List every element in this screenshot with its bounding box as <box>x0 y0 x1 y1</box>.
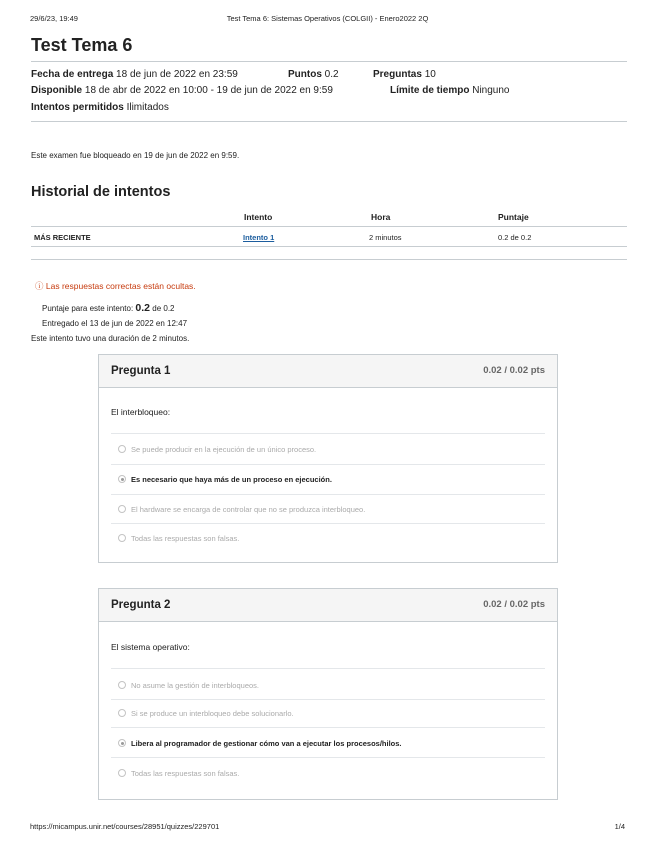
attempt-link[interactable]: Intento 1 <box>243 233 275 242</box>
question-header <box>99 355 557 388</box>
answer-option[interactable] <box>131 445 316 454</box>
attempts-value: Ilimitados <box>126 102 169 113</box>
answer-text: Libera al programador de gestionar cómo van a ejecutar los procesos/hilos. <box>131 739 402 748</box>
available-value: 18 de abr de 2022 en 10:00 - 19 de jun de 2022 en 9:59 <box>84 85 333 96</box>
divider <box>31 259 627 260</box>
divider <box>111 668 545 669</box>
divider <box>31 246 627 247</box>
meta-row-2 <box>31 85 591 97</box>
radio-icon[interactable] <box>118 739 126 747</box>
history-header-attempt: Intento <box>244 212 273 222</box>
score-value: 0.2 <box>135 302 151 314</box>
attempt-duration: Este intento tuvo una duración de 2 minutos. <box>31 334 190 343</box>
due-value: 18 de jun de 2022 en 23:59 <box>116 69 238 80</box>
questions-value: 10 <box>424 69 436 80</box>
radio-icon[interactable] <box>118 769 126 777</box>
question-card <box>98 588 558 800</box>
attempts-label: Intentos permitidos <box>31 102 124 113</box>
answer-option[interactable] <box>131 505 365 514</box>
answer-option[interactable] <box>131 475 332 484</box>
available-label: Disponible <box>31 85 83 96</box>
history-row-score: 0.2 de 0.2 <box>498 233 532 242</box>
available <box>31 85 333 96</box>
question-title: Pregunta 2 <box>111 599 171 611</box>
question-points: 0.02 / 0.02 pts <box>483 599 545 610</box>
questions-count <box>373 69 436 80</box>
history-header-score: Puntaje <box>498 212 529 222</box>
question-card <box>98 354 558 563</box>
answer-option[interactable] <box>131 709 294 718</box>
history-row-attempt[interactable] <box>243 233 274 242</box>
due-date <box>31 69 238 80</box>
time-limit-value: Ninguno <box>472 85 510 96</box>
due-label: Fecha de entrega <box>31 69 114 80</box>
answer-option[interactable] <box>131 681 259 690</box>
answer-text: No asume la gestión de interbloqueos. <box>131 681 259 690</box>
history-row-label: MÁS RECIENTE <box>34 233 91 242</box>
score-suffix: de 0.2 <box>152 304 175 313</box>
divider <box>111 727 545 728</box>
question-header <box>99 589 557 622</box>
page-title: Test Tema 6 <box>31 35 133 55</box>
answer-option[interactable] <box>131 739 402 748</box>
divider <box>111 494 545 495</box>
question-text: El sistema operativo: <box>111 642 190 652</box>
page-number: 1/4 <box>614 822 625 831</box>
time-limit-label: Límite de tiempo <box>390 85 470 96</box>
divider <box>111 433 545 434</box>
print-date: 29/6/23, 19:49 <box>30 14 78 23</box>
question-title: Pregunta 1 <box>111 365 171 377</box>
print-url: https://micampus.unir.net/courses/28951/quizzes/229701 <box>30 822 220 831</box>
divider <box>111 757 545 758</box>
attempts-allowed <box>31 102 169 113</box>
radio-icon[interactable] <box>118 681 126 689</box>
radio-icon[interactable] <box>118 445 126 453</box>
questions-label: Preguntas <box>373 69 422 80</box>
answer-option[interactable] <box>131 769 239 778</box>
print-doc-title: Test Tema 6: Sistemas Operativos (COLGII) - Enero2022 2Q <box>226 14 429 23</box>
lock-note: Este examen fue bloqueado en 19 de jun de 2022 en 9:59. <box>31 151 240 160</box>
print-header <box>30 14 625 26</box>
answer-text: Todas las respuestas son falsas. <box>131 534 240 543</box>
points-value: 0.2 <box>324 69 339 80</box>
history-row-time: 2 minutos <box>369 233 402 242</box>
radio-icon[interactable] <box>118 534 126 542</box>
score-prefix: Puntaje para este intento: <box>42 304 134 313</box>
warning-icon: ⓘ <box>35 281 44 291</box>
time-limit <box>390 85 510 96</box>
points <box>288 69 339 80</box>
answer-text: El hardware se encarga de controlar que no se produzca interbloqueo. <box>131 505 366 514</box>
answer-text: Todas las respuestas son falsas. <box>131 769 240 778</box>
meta-row-1 <box>31 69 591 81</box>
question-points: 0.02 / 0.02 pts <box>483 365 545 376</box>
radio-icon[interactable] <box>118 505 126 513</box>
submitted-date: Entregado el 13 de jun de 2022 en 12:47 <box>42 319 188 328</box>
divider <box>111 523 545 524</box>
radio-icon[interactable] <box>118 475 126 483</box>
divider <box>31 226 627 227</box>
attempt-score <box>42 302 175 314</box>
answer-option[interactable] <box>131 534 239 543</box>
meta-row-3 <box>31 102 591 114</box>
question-text: El interbloqueo: <box>111 407 171 417</box>
history-title: Historial de intentos <box>31 184 171 200</box>
points-label: Puntos <box>288 69 322 80</box>
radio-icon[interactable] <box>118 709 126 717</box>
divider <box>111 699 545 700</box>
hidden-answers-warning <box>35 280 196 292</box>
answer-text: Es necesario que haya más de un proceso en ejecución. <box>131 475 332 484</box>
answer-text: Si se produce un interbloqueo debe solucionarlo. <box>131 709 294 718</box>
answer-text: Se puede producir en la ejecución de un único proceso. <box>131 445 317 454</box>
divider <box>111 464 545 465</box>
divider <box>31 121 627 122</box>
history-header-time: Hora <box>371 212 391 222</box>
divider <box>31 61 627 62</box>
hidden-answers-text: Las respuestas correctas están ocultas. <box>45 281 196 291</box>
